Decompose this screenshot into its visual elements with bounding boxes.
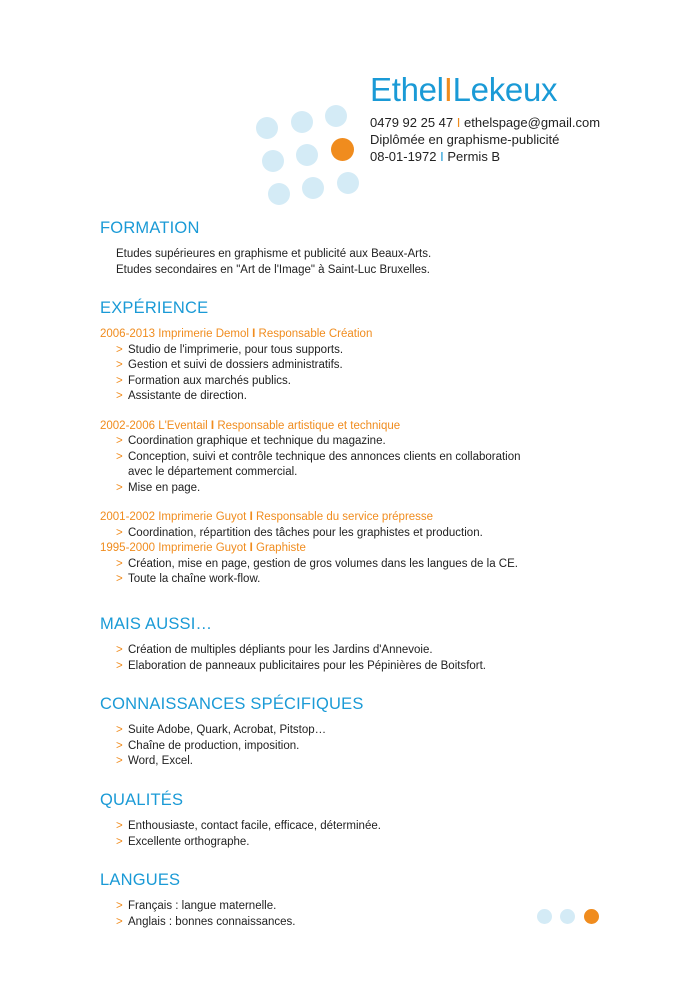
decorative-dot: [296, 144, 318, 166]
list-item: > Création, mise en page, gestion de gros volumes dans les langues de la CE.: [116, 557, 660, 573]
email: ethelspage@gmail.com: [464, 115, 601, 130]
section-mais-aussi: [100, 614, 660, 674]
decorative-dot: [262, 150, 284, 172]
decorative-dot: [325, 105, 347, 127]
section-title: CONNAISSANCES SPÉCIFIQUES: [100, 695, 364, 713]
contact-info: [370, 114, 600, 165]
job-header: 2006-2013 Imprimerie Demol I Responsable Création: [100, 328, 373, 340]
list-item: > Toute la chaîne work-flow.: [116, 572, 660, 588]
bullet-list: [100, 643, 660, 674]
list-item: > Studio de l'imprimerie, pour tous supports.: [116, 343, 660, 359]
section-title: FORMATION: [100, 219, 200, 237]
decorative-dot: [268, 183, 290, 205]
list-item: > Coordination graphique et technique du magazine.: [116, 434, 660, 450]
list-item: > Conception, suivi et contrôle technique des annonces clients en collaboration avec le département commercial.: [116, 450, 660, 481]
list-item: > Word, Excel.: [116, 754, 660, 770]
license: Permis B: [447, 149, 501, 164]
section-formation: [100, 218, 660, 278]
decorative-dot-accent: [584, 909, 599, 924]
job-header: 2001-2002 Imprimerie Guyot I Responsable du service prépresse: [100, 511, 434, 523]
job-header: 1995-2000 Imprimerie Guyot I Graphiste: [100, 542, 306, 554]
list-item: > Coordination, répartition des tâches pour les graphistes et production.: [116, 526, 660, 542]
job-duties: [100, 557, 660, 588]
cv-header: [370, 70, 600, 165]
formation-line: Etudes supérieures en graphisme et publicité aux Beaux-Arts.: [116, 248, 432, 260]
list-item: > Mise en page.: [116, 481, 660, 497]
bullet-list: [100, 899, 660, 930]
decorative-dot: [302, 177, 324, 199]
job-duties: [100, 343, 660, 405]
separator: I: [440, 149, 444, 164]
decorative-dot: [291, 111, 313, 133]
section-connaissances: [100, 694, 660, 770]
bullet-list: [100, 819, 660, 850]
decorative-dot: [537, 909, 552, 924]
section-langues: [100, 870, 660, 930]
list-item: > Gestion et suivi de dossiers administratifs.: [116, 358, 660, 374]
section-experience: [100, 298, 660, 588]
decorative-dot: [256, 117, 278, 139]
decorative-dot: [560, 909, 575, 924]
decorative-dot: [337, 172, 359, 194]
job-duties: [100, 526, 660, 542]
diploma: Diplômée en graphisme-publicité: [370, 132, 560, 147]
contact-line-birth-license: [370, 148, 600, 165]
list-item: > Anglais : bonnes connaissances.: [116, 915, 660, 931]
contact-line-phone-email: [370, 114, 600, 131]
separator: I: [456, 115, 461, 130]
section-title: LANGUES: [100, 871, 181, 889]
person-name: EthelILekeux: [370, 71, 558, 108]
section-title: QUALITÉS: [100, 791, 184, 809]
list-item: > Français : langue maternelle.: [116, 899, 660, 915]
birthdate: 08-01-1972: [370, 149, 437, 164]
phone: 0479 92 25 47: [370, 115, 454, 130]
job-header: 2002-2006 L'Eventail I Responsable artistique et technique: [100, 419, 401, 432]
list-item: > Formation aux marchés publics.: [116, 374, 660, 390]
bullet-list: [100, 723, 660, 770]
list-item: > Chaîne de production, imposition.: [116, 739, 660, 755]
list-item: > Assistante de direction.: [116, 389, 660, 405]
list-item: > Elaboration de panneaux publicitaires pour les Pépinières de Boitsfort.: [116, 659, 660, 675]
job-duties: [100, 434, 660, 496]
list-item: > Création de multiples dépliants pour les Jardins d'Annevoie.: [116, 643, 660, 659]
section-title: MAIS AUSSI…: [100, 615, 213, 633]
list-item: > Suite Adobe, Quark, Acrobat, Pitstop…: [116, 723, 660, 739]
list-item: > Excellente orthographe.: [116, 835, 660, 851]
section-title: EXPÉRIENCE: [100, 299, 209, 317]
decorative-dot-accent: [331, 138, 354, 161]
section-qualites: [100, 790, 660, 850]
formation-line: Etudes secondaires en "Art de l'Image" à Saint-Luc Bruxelles.: [116, 263, 430, 276]
list-item: > Enthousiaste, contact facile, efficace, déterminée.: [116, 819, 660, 835]
